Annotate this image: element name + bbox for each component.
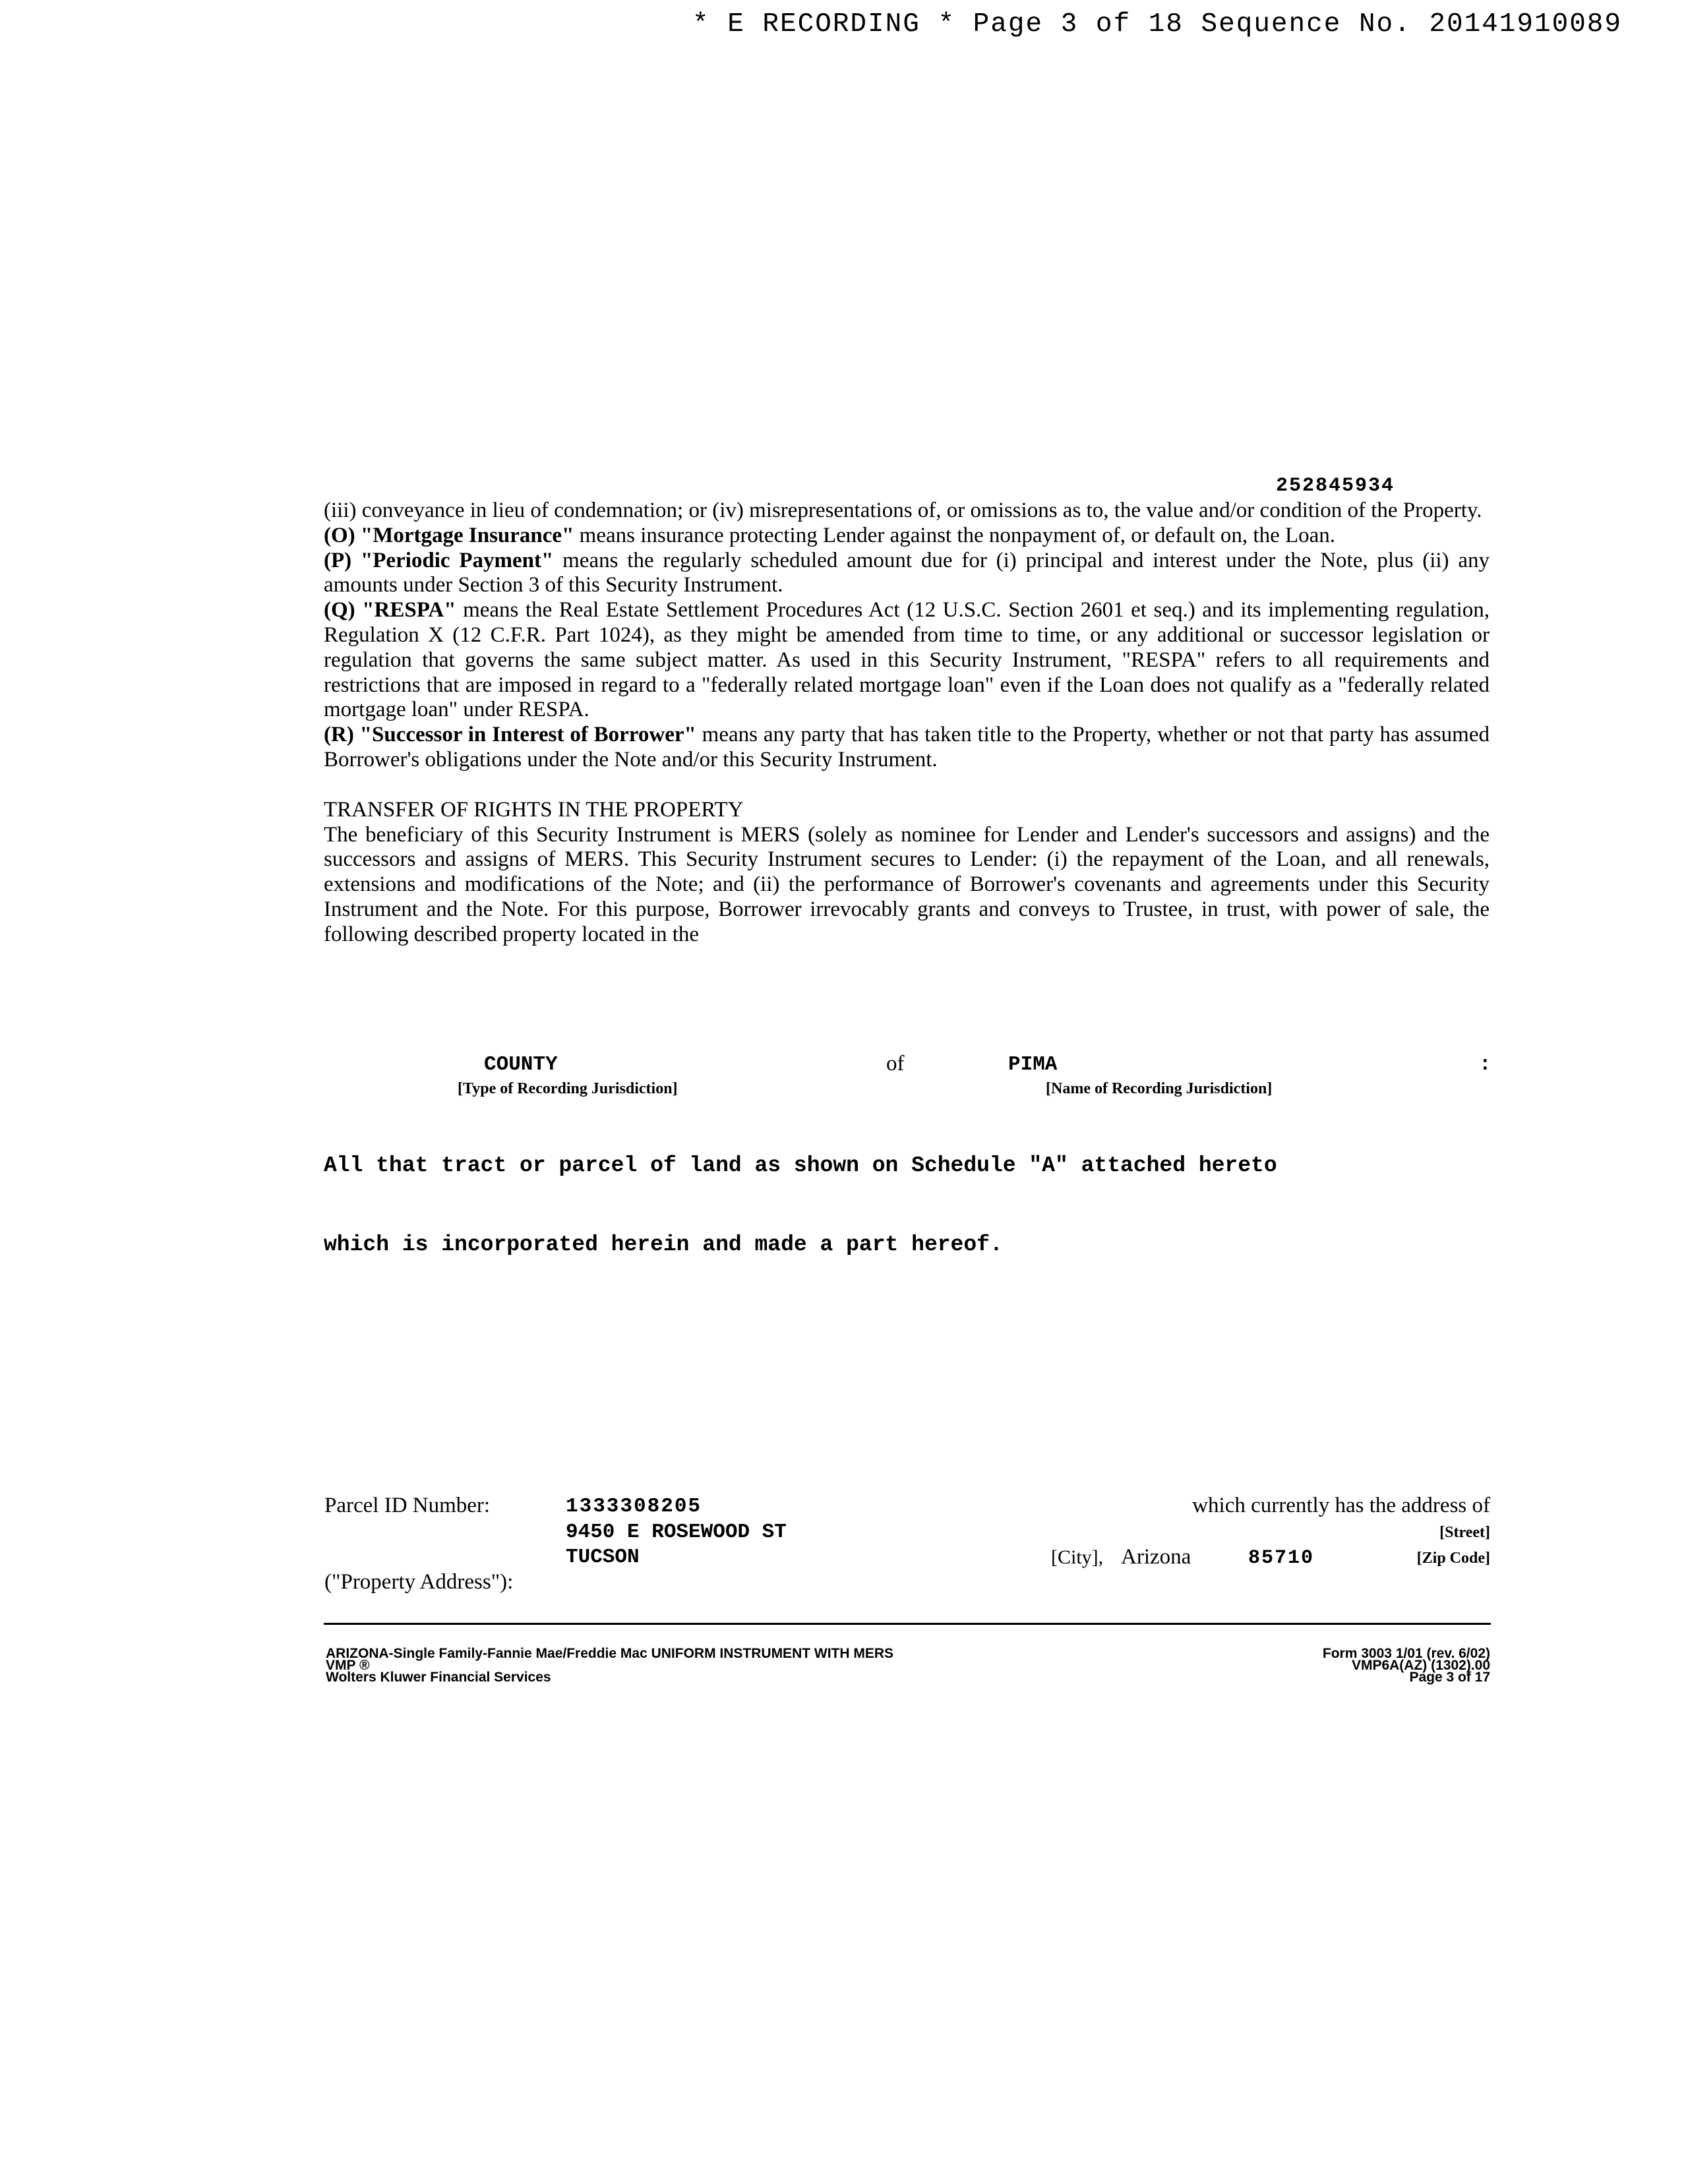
legal-description-line2: which is incorporated herein and made a part hereof. <box>324 1232 1003 1257</box>
city-label: [City], <box>1051 1546 1104 1568</box>
legal-description-line1: All that tract or parcel of land as shown on Schedule "A" attached hereto <box>324 1153 1277 1178</box>
paragraph-successor <box>324 723 1490 773</box>
definition-mortgage-insurance: means insurance protecting Lender against the nonpayment of, or default on, the Loan. <box>574 523 1336 547</box>
footer-page-number: Page 3 of 17 <box>1409 1670 1490 1685</box>
footer-right <box>1187 1648 1490 1684</box>
term-successor: (R) "Successor in Interest of Borrower" <box>324 723 696 747</box>
definition-respa: means the Real Estate Settlement Procedures Act (12 U.S.C. Section 2601 et seq.) and its implementing regulation, Regulation X (12 C.F.R. Part 1024), as they might be amended from time to time, or any additional or successor legislation or regulation that governs the same subject matter. As used in this Security Instrument, "RESPA" refers to all requirements and restrictions that are imposed in regard to a "federally related mortgage loan" even if the Loan does not qualify as a "federally related mortgage loan" under RESPA. <box>324 598 1490 722</box>
jurisdiction-name: PIMA <box>1008 1053 1058 1076</box>
property-state: Arizona <box>1121 1545 1191 1569</box>
parcel-label: Parcel ID Number: <box>324 1494 491 1517</box>
paragraph-mortgage-insurance <box>324 524 1490 549</box>
zip-label: [Zip Code] <box>1416 1550 1490 1567</box>
footer-left <box>326 1648 893 1684</box>
jurisdiction-colon: : <box>1479 1053 1492 1076</box>
term-periodic-payment: (P) "Periodic Payment" <box>324 548 554 572</box>
footer-publisher: Wolters Kluwer Financial Services <box>326 1670 551 1685</box>
jurisdiction-of: of <box>886 1052 905 1076</box>
jurisdiction-row <box>324 1053 1490 1077</box>
footer-divider <box>324 1623 1491 1625</box>
address-intro: which currently has the address of <box>1192 1494 1490 1517</box>
jurisdiction-type-label: [Type of Recording Jurisdiction] <box>458 1080 678 1097</box>
document-body <box>324 499 1490 948</box>
term-mortgage-insurance: (O) "Mortgage Insurance" <box>324 523 574 547</box>
recording-header: * E RECORDING * Page 3 of 18 Sequence No. 20141910089 <box>692 9 1623 40</box>
jurisdiction-labels <box>324 1080 1490 1100</box>
paragraph-respa <box>324 598 1490 723</box>
definition-successor: means any party that has taken title to the Property, whether or not that party has assumed Borrower's obligations under the Note and/or this Security Instrument. <box>324 723 1490 772</box>
footer-form-title: ARIZONA-Single Family-Fannie Mae/Freddie Mac UNIFORM INSTRUMENT WITH MERS <box>326 1646 894 1661</box>
paragraph-condemnation: (iii) conveyance in lieu of condemnation; or (iv) misrepresentations of, or omissions as to, the value and/or condition of the Property. <box>324 499 1482 522</box>
footer-form-number: Form 3003 1/01 (rev. 6/02) <box>1322 1646 1490 1661</box>
property-address-label: ("Property Address"): <box>324 1570 514 1594</box>
paragraph-transfer: The beneficiary of this Security Instrument is MERS (solely as nominee for Lender and Lender's successors and assigns) and the successors and assigns of MERS. This Security Instrument secures to Lender: (i) the repayment of the Loan, and all renewals, extensions and modifications of the Note; and (ii) the performance of Borrower's covenants and agreements under this Security Instrument and the Note. For this purpose, Borrower irrevocably grants and conveys to Trustee, in trust, with power of sale, the following described property located in the <box>324 822 1490 946</box>
jurisdiction-type: COUNTY <box>484 1053 558 1076</box>
legal-description <box>324 1100 1511 1285</box>
section-title-transfer: TRANSFER OF RIGHTS IN THE PROPERTY <box>324 797 744 822</box>
parcel-number: 1333308205 <box>566 1495 702 1518</box>
term-respa: (Q) "RESPA" <box>324 598 456 622</box>
property-street: 9450 E ROSEWOOD ST <box>566 1521 787 1544</box>
property-zip: 85710 <box>1248 1547 1315 1569</box>
definition-periodic-payment: means the regularly scheduled amount due for (i) principal and interest under the Note, plus (ii) any amounts under Section 3 of this Security Instrument. <box>324 548 1490 597</box>
loan-number: 252845934 <box>1276 475 1395 497</box>
paragraph-periodic-payment <box>324 549 1490 599</box>
jurisdiction-name-label: [Name of Recording Jurisdiction] <box>1046 1080 1273 1097</box>
street-label: [Street] <box>1439 1524 1490 1541</box>
footer-form-code: VMP6A(AZ) (1302).00 <box>1351 1658 1490 1673</box>
footer-vmp-mark: VMP ® <box>326 1658 370 1673</box>
property-city: TUCSON <box>566 1546 640 1569</box>
